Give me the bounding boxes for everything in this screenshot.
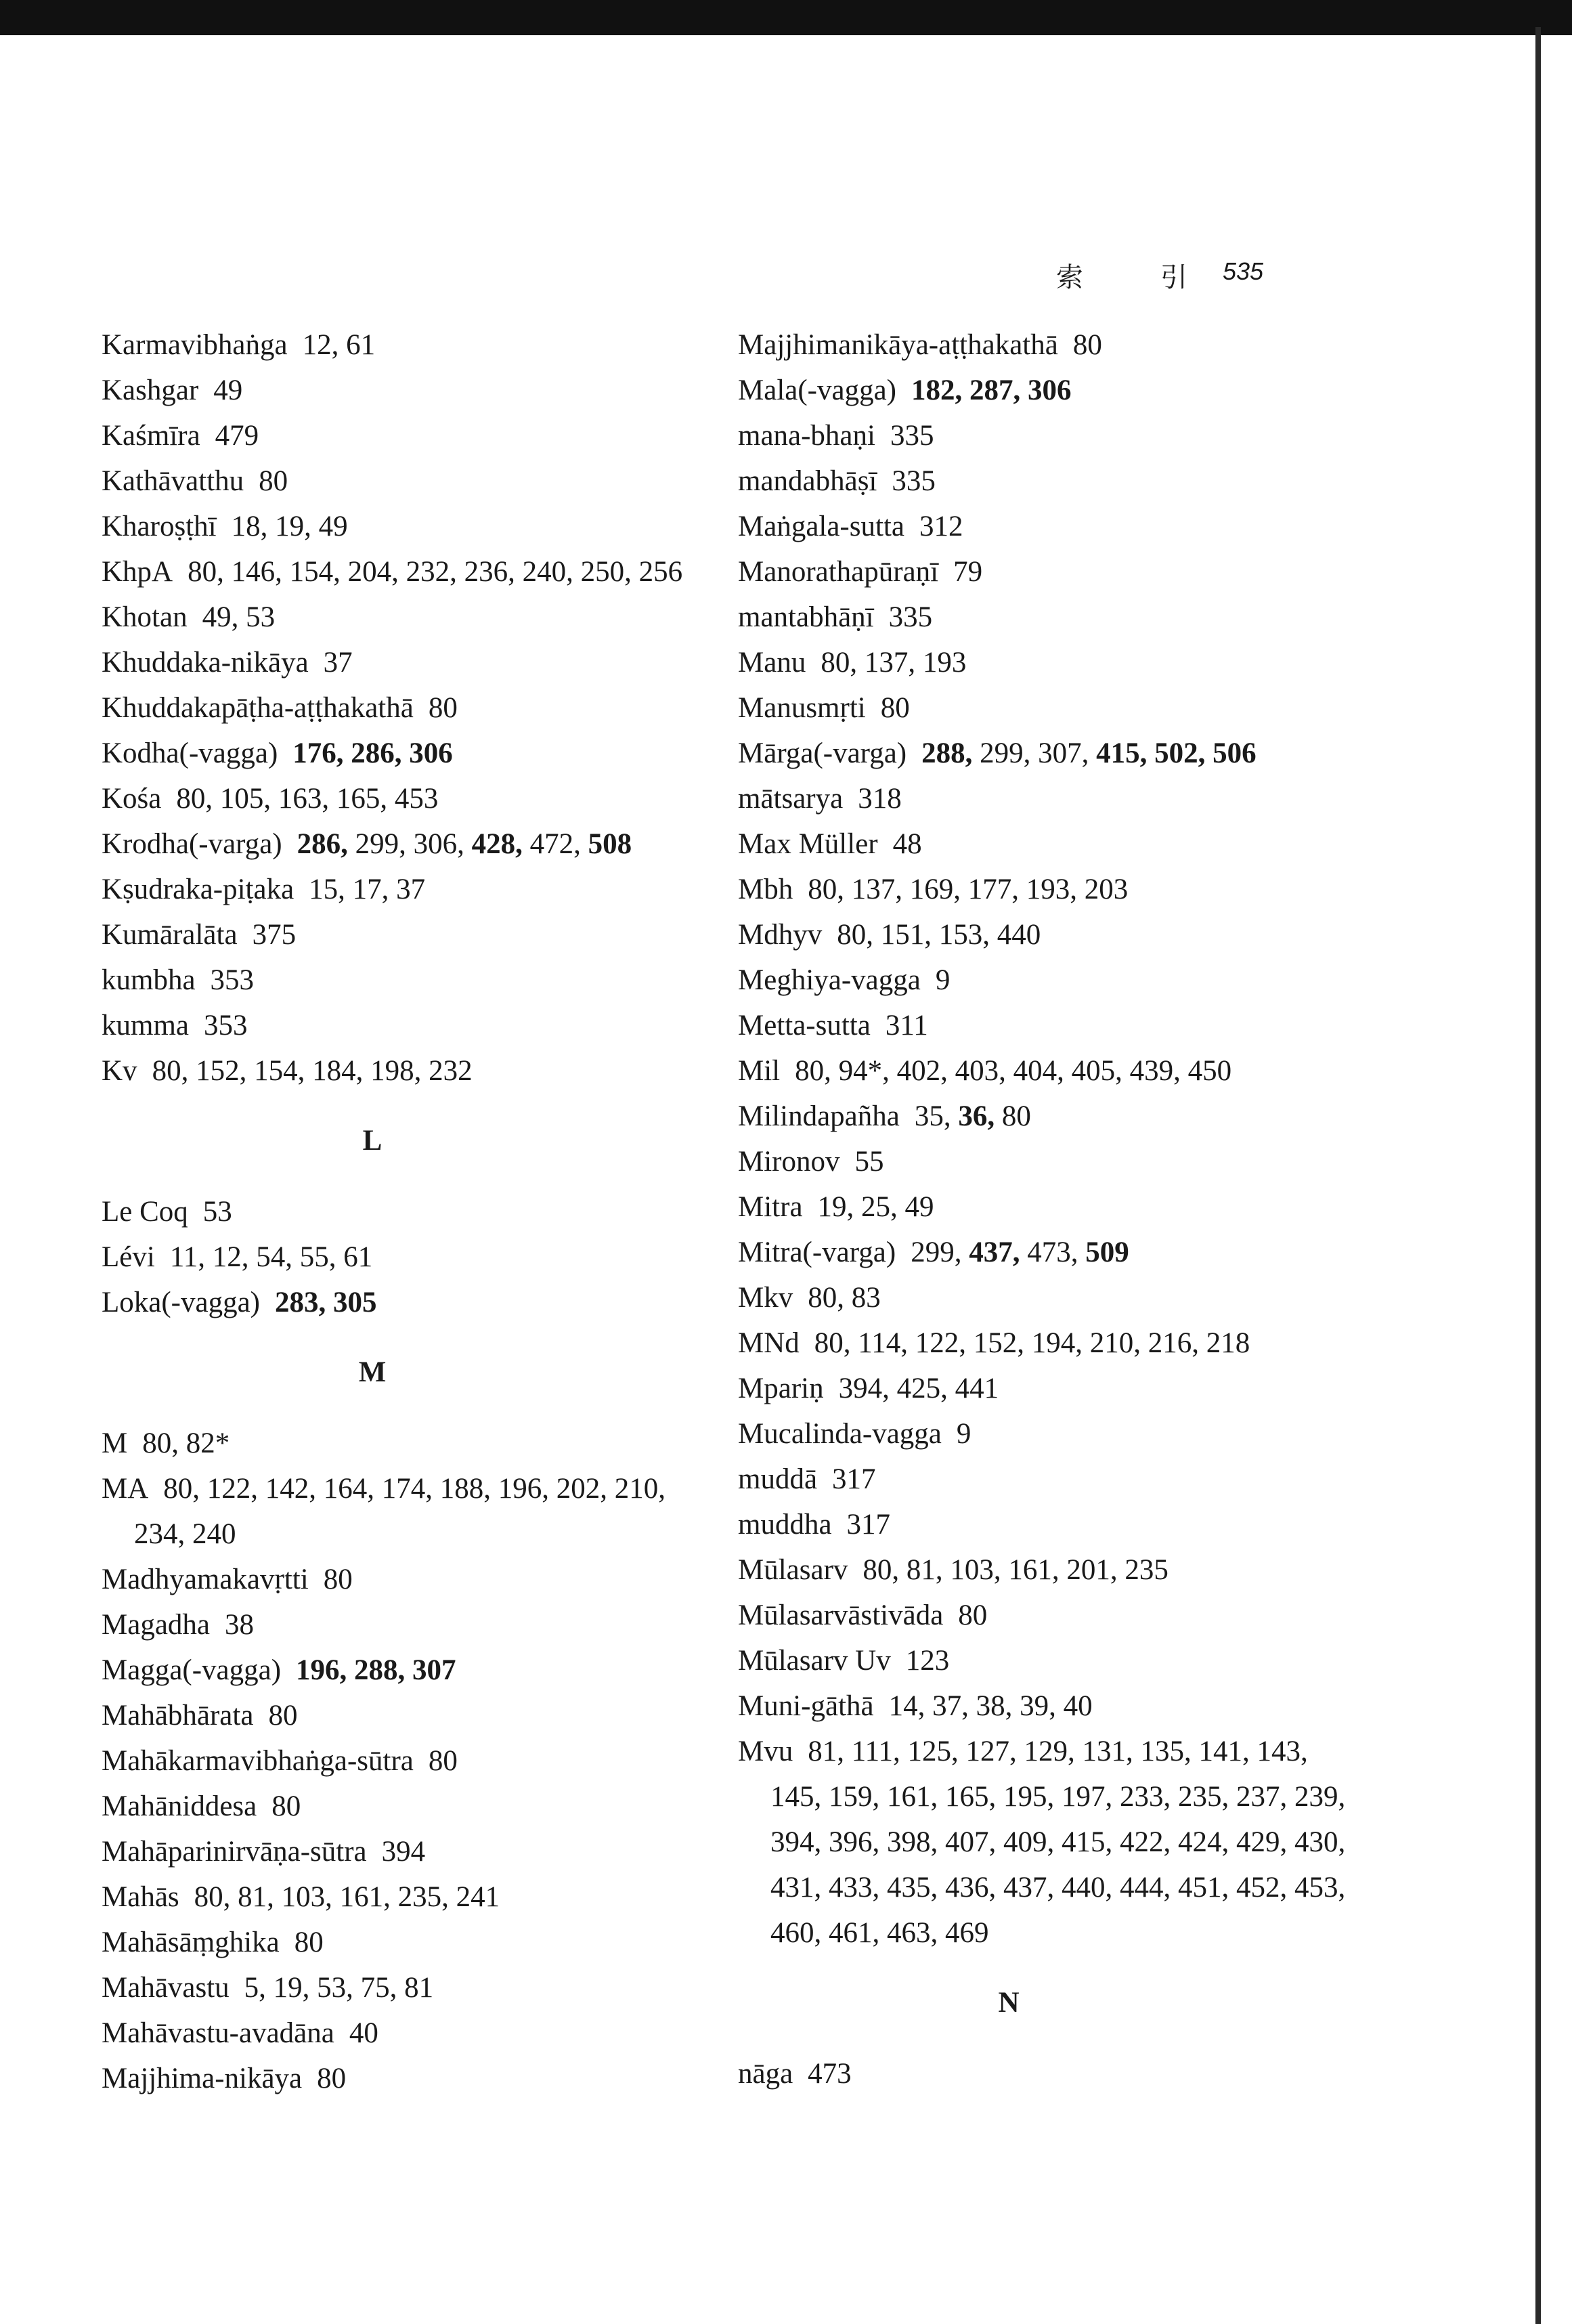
index-entry (102, 1602, 711, 1648)
index-term: Madhyamakavṛtti (102, 1564, 309, 1595)
index-entry (102, 957, 711, 1003)
page-refs-primary: 509 (1085, 1236, 1129, 1268)
index-entry (738, 1094, 1347, 1139)
index-entry (738, 1048, 1347, 1094)
index-entry (102, 1920, 711, 1965)
page-refs: 80 (1072, 329, 1102, 361)
page-refs-primary: 415, 502, 506 (1096, 737, 1257, 769)
index-entry (102, 1784, 711, 1829)
page-refs: 80, 151, 153, 440 (837, 919, 1041, 951)
page-refs: 473, (1020, 1236, 1086, 1268)
index-term: muddā (738, 1463, 818, 1495)
page-refs: 80 (323, 1564, 353, 1595)
index-term: Mahāsāṃghika (102, 1927, 280, 1958)
index-term: Maṅgala-sutta (738, 511, 904, 542)
page-refs: 80, 82* (142, 1427, 230, 1459)
index-term: Max Müller (738, 828, 878, 860)
scan-right-border (1535, 27, 1541, 2324)
page-refs: 9 (956, 1418, 971, 1450)
page-refs: 80 (317, 2063, 347, 2094)
index-entry (102, 595, 711, 640)
page-refs: 394, 425, 441 (838, 1373, 999, 1404)
index-entry (738, 1366, 1347, 1411)
index-entry (738, 2051, 1347, 2096)
index-term: muddha (738, 1509, 832, 1541)
page-refs: 335 (890, 420, 934, 452)
index-entry (102, 685, 711, 731)
page-refs: 353 (203, 1010, 248, 1041)
index-term: Majjhima-nikāya (102, 2063, 303, 2094)
page-refs: 299, (911, 1236, 969, 1268)
index-entry (738, 595, 1347, 640)
page-refs: 80, 105, 163, 165, 453 (176, 783, 439, 815)
page-refs: 81, 111, 125, 127, 129, 131, 135, 141, 143, 145, 159, 161, 165, 195, 197, 233, 235, 237, 239, 394, 396, 398, 407, 409, 415, 422, 424, 429, 430, 431, 433, 435, 436, 437, 440, 444, 451, 452, 453, 460, 461, 463, 469 (770, 1736, 1346, 1949)
index-term: Khotan (102, 601, 188, 633)
index-entry (738, 1457, 1347, 1502)
page-refs: 55 (854, 1146, 884, 1178)
index-entry (738, 1184, 1347, 1230)
index-term: Mūlasarv (738, 1554, 848, 1586)
page-refs: 40 (349, 2017, 378, 2049)
page-refs: 18, 19, 49 (231, 511, 348, 542)
index-entry (102, 504, 711, 549)
page-refs: 80 (958, 1599, 988, 1631)
index-entry (102, 867, 711, 912)
index-term: KhpA (102, 556, 173, 588)
page-refs: 5, 19, 53, 75, 81 (244, 1972, 434, 2004)
index-term: Mahāvastu (102, 1972, 230, 2004)
index-entry (102, 1648, 711, 1693)
header-title: 索 引 (1056, 262, 1223, 293)
index-term: Kharoṣṭhī (102, 511, 217, 542)
index-entry (738, 640, 1347, 685)
index-entry (738, 1547, 1347, 1593)
index-term: Mahākarmavibhaṅga-sūtra (102, 1745, 414, 1777)
index-entry (738, 912, 1347, 957)
index-term: Mahābhārata (102, 1700, 254, 1731)
index-term: Lévi (102, 1241, 155, 1273)
index-term: MA (102, 1473, 149, 1505)
index-term: Kośa (102, 783, 162, 815)
page-refs: 335 (892, 465, 936, 497)
index-term: Kaśmīra (102, 420, 200, 452)
index-term: mātsarya (738, 783, 844, 815)
index-entry (102, 1189, 711, 1234)
page-refs: 12, 61 (302, 329, 376, 361)
index-term: Kashgar (102, 374, 199, 406)
index-entry (102, 1738, 711, 1784)
index-entry (738, 1320, 1347, 1366)
index-term: mantabhāṇī (738, 601, 874, 633)
index-term: Manorathapūraṇī (738, 556, 939, 588)
page-refs: 19, 25, 49 (817, 1191, 934, 1223)
page-refs: 37 (323, 647, 353, 679)
page-refs: 80, 94*, 402, 403, 404, 405, 439, 450 (795, 1055, 1232, 1087)
index-entry (102, 1965, 711, 2010)
page-refs: 80 (294, 1927, 324, 1958)
page-refs: 80 (880, 692, 910, 724)
index-term: Muni-gāthā (738, 1690, 874, 1722)
page-refs: 80, 81, 103, 161, 201, 235 (863, 1554, 1169, 1586)
index-term: Magga(-vagga) (102, 1654, 282, 1686)
index-term: Le Coq (102, 1196, 188, 1228)
index-entry (102, 1466, 711, 1557)
index-term: Manu (738, 647, 806, 679)
page-refs: 80 (271, 1790, 301, 1822)
page-refs: 35, (914, 1100, 959, 1132)
section-letter-heading: L (362, 1125, 383, 1157)
index-term: Mala(-vagga) (738, 374, 896, 406)
page-refs-primary: 283, 305 (274, 1287, 377, 1318)
index-entry (738, 821, 1347, 867)
index-entry (738, 957, 1347, 1003)
index-term: Mūlasarvāstivāda (738, 1599, 944, 1631)
index-entry (738, 776, 1347, 821)
index-entry (102, 640, 711, 685)
index-term: Karmavibhaṅga (102, 329, 288, 361)
page-refs-primary: 176, 286, 306 (292, 737, 453, 769)
page-refs: 80, 81, 103, 161, 235, 241 (194, 1881, 500, 1913)
index-entry (102, 821, 711, 867)
index-entry (738, 504, 1347, 549)
index-term: mana-bhaṇi (738, 420, 875, 452)
index-term: mandabhāṣī (738, 465, 877, 497)
page-refs: 53 (202, 1196, 232, 1228)
page-refs-primary: 182, 287, 306 (911, 374, 1072, 406)
page-refs: 48 (892, 828, 922, 860)
index-term: Mbh (738, 874, 793, 905)
index-entry (102, 1280, 711, 1325)
page-refs: 49, 53 (202, 601, 276, 633)
page-refs-primary: 437, (969, 1236, 1020, 1268)
page-refs: 318 (858, 783, 902, 815)
index-term: Magadha (102, 1609, 210, 1641)
index-entry (738, 413, 1347, 458)
index-term: Mpariṇ (738, 1373, 824, 1404)
index-term: Krodha(-varga) (102, 828, 282, 860)
index-term: Loka(-vagga) (102, 1287, 260, 1318)
index-entry (738, 322, 1347, 368)
index-term: Kodha(-vagga) (102, 737, 278, 769)
index-entry (738, 1593, 1347, 1638)
page-refs-primary: 36, (958, 1100, 995, 1132)
index-entry (738, 1411, 1347, 1457)
index-term: Khuddakapāṭha-aṭṭhakathā (102, 692, 414, 724)
page-refs: 312 (919, 511, 963, 542)
page-refs-primary: 428, (471, 828, 523, 860)
index-entry (102, 458, 711, 504)
index-term: Mitra(-varga) (738, 1236, 896, 1268)
index-term: Kv (102, 1055, 137, 1087)
index-term: Khuddaka-nikāya (102, 647, 309, 679)
page-refs-primary: 196, 288, 307 (296, 1654, 456, 1686)
index-term: Mitra (738, 1191, 803, 1223)
index-term: Kumāralāta (102, 919, 238, 951)
page-refs: 311 (885, 1010, 928, 1041)
index-entry (738, 458, 1347, 504)
page-refs: 123 (905, 1645, 950, 1677)
index-term: Mironov (738, 1146, 840, 1178)
index-entry (102, 1693, 711, 1738)
index-entry (738, 368, 1347, 413)
index-entry (102, 2056, 711, 2101)
page-refs: 9 (935, 964, 951, 996)
index-entry (102, 322, 711, 368)
page-refs: 479 (215, 420, 259, 452)
index-term: Mil (738, 1055, 781, 1087)
index-entry (738, 1638, 1347, 1683)
index-term: Mārga(-varga) (738, 737, 907, 769)
index-entry (102, 1874, 711, 1920)
page-refs: 473 (808, 2058, 852, 2090)
page-refs: 80, 137, 169, 177, 193, 203 (808, 874, 1129, 905)
running-header (1056, 256, 1273, 293)
index-entry (102, 1003, 711, 1048)
index-entry (738, 1729, 1347, 1956)
page-refs: 79 (953, 556, 983, 588)
index-entry (738, 867, 1347, 912)
page-refs: 14, 37, 38, 39, 40 (888, 1690, 1093, 1722)
index-term: Mahās (102, 1881, 179, 1913)
scan-top-border (0, 0, 1572, 35)
section-letter-heading: N (998, 1987, 1020, 2019)
index-entry (738, 1003, 1347, 1048)
index-entry (738, 1275, 1347, 1320)
page-refs: 38 (225, 1609, 254, 1641)
index-term: Kathāvatthu (102, 465, 244, 497)
page-refs: 317 (832, 1463, 876, 1495)
index-entry (738, 1683, 1347, 1729)
index-entry (738, 1139, 1347, 1184)
index-term: Mahāvastu-avadāna (102, 2017, 334, 2049)
index-term: Mkv (738, 1282, 793, 1314)
index-term: Mahāniddesa (102, 1790, 257, 1822)
index-entry (102, 1048, 711, 1094)
section-letter-heading: M (358, 1356, 387, 1388)
page-refs: 80, 83 (808, 1282, 881, 1314)
page-refs: 472, (522, 828, 588, 860)
page-refs: 299, 307, (972, 737, 1097, 769)
index-entry (102, 2010, 711, 2056)
page-refs: 15, 17, 37 (309, 874, 426, 905)
index-term: Metta-sutta (738, 1010, 871, 1041)
index-term: kumbha (102, 964, 196, 996)
page-refs: 80 (428, 1745, 458, 1777)
page-refs: 11, 12, 54, 55, 61 (169, 1241, 373, 1273)
index-column-right (738, 322, 1347, 2096)
page-refs: 394 (381, 1836, 426, 1868)
page-refs: 80, 146, 154, 204, 232, 236, 240, 250, 256 (188, 556, 683, 588)
index-entry (102, 1829, 711, 1874)
index-entry (102, 1421, 711, 1466)
page-refs: 49 (213, 374, 243, 406)
index-entry (738, 1502, 1347, 1547)
page-refs-primary: 288, (921, 737, 973, 769)
index-term: Mahāparinirvāṇa-sūtra (102, 1836, 367, 1868)
index-column-left (102, 322, 711, 2101)
index-term: M (102, 1427, 128, 1459)
page-refs: 335 (888, 601, 933, 633)
index-entry (102, 731, 711, 776)
page-refs: 80, 152, 154, 184, 198, 232 (152, 1055, 473, 1087)
index-term: Mūlasarv Uv (738, 1645, 891, 1677)
page-refs-primary: 508 (588, 828, 632, 860)
page-number: 535 (1223, 257, 1264, 285)
page-refs: 80 (995, 1100, 1031, 1132)
page-refs: 80 (268, 1700, 298, 1731)
index-term: Milindapañha (738, 1100, 900, 1132)
page-refs: 80, 114, 122, 152, 194, 210, 216, 218 (814, 1327, 1250, 1359)
index-term: Manusmṛti (738, 692, 866, 724)
page-refs: 317 (846, 1509, 891, 1541)
index-entry (738, 549, 1347, 595)
page-refs: 80 (259, 465, 288, 497)
page-refs: 80 (428, 692, 458, 724)
index-entry (102, 549, 711, 595)
index-entry (102, 1234, 711, 1280)
index-term: Mucalinda-vagga (738, 1418, 942, 1450)
page-refs-primary: 286, (297, 828, 348, 860)
index-entry (738, 731, 1347, 776)
page-refs: 80, 137, 193 (821, 647, 967, 679)
index-entry (102, 413, 711, 458)
index-term: Kṣudraka-piṭaka (102, 874, 294, 905)
page-refs: 375 (252, 919, 297, 951)
index-entry (102, 912, 711, 957)
index-term: kumma (102, 1010, 189, 1041)
index-entry (738, 685, 1347, 731)
index-term: MNd (738, 1327, 800, 1359)
index-entry (102, 368, 711, 413)
index-term: Majjhimanikāya-aṭṭhakathā (738, 329, 1058, 361)
index-term: nāga (738, 2058, 793, 2090)
page-refs: 353 (210, 964, 255, 996)
index-term: Mdhyv (738, 919, 823, 951)
index-entry (102, 1557, 711, 1602)
page-refs: 299, 306, (347, 828, 472, 860)
index-term: Mvu (738, 1736, 793, 1767)
index-entry (738, 1230, 1347, 1275)
index-entry (102, 776, 711, 821)
index-term: Meghiya-vagga (738, 964, 921, 996)
page-refs: 80, 122, 142, 164, 174, 188, 196, 202, 210, 234, 240 (134, 1473, 666, 1550)
